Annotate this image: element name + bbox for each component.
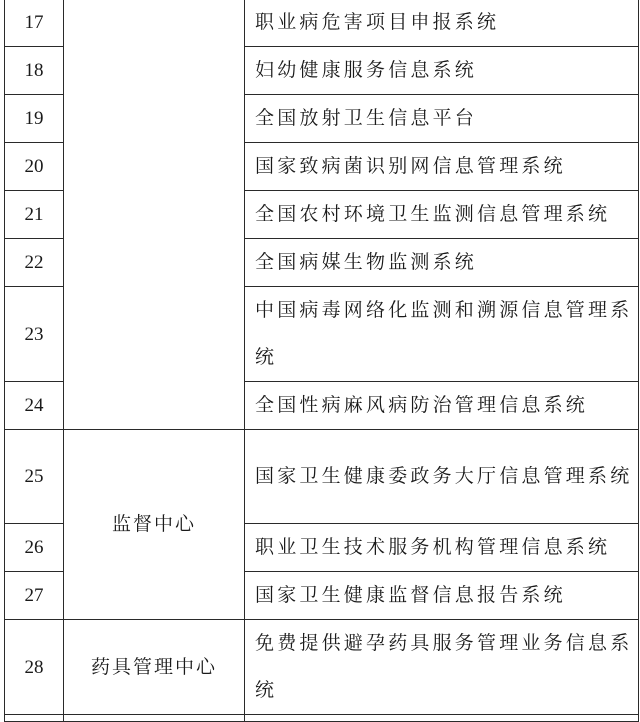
unit-cell-blank [64, 0, 245, 430]
system-name: 国家卫生健康委政务大厅信息管理系统 [245, 430, 639, 524]
system-name: 妇幼健康服务信息系统 [245, 47, 639, 95]
row-number: 21 [5, 191, 64, 239]
system-name: 国家致病菌识别网信息管理系统 [245, 143, 639, 191]
system-name: 全国性病麻风病防治管理信息系统 [245, 382, 639, 430]
row-number: 25 [5, 430, 64, 524]
system-name: 全国农村环境卫生监测信息管理系统 [245, 191, 639, 239]
system-name: 全国病媒生物监测系统 [245, 239, 639, 287]
table-row [5, 430, 639, 524]
row-number: 20 [5, 143, 64, 191]
table-row [5, 0, 639, 47]
unit-name-contraceptive: 药具管理中心 [64, 620, 245, 715]
system-name: 国家卫生健康监督信息报告系统 [245, 572, 639, 620]
row-number: 27 [5, 572, 64, 620]
systems-table [4, 0, 639, 722]
row-number: 26 [5, 524, 64, 572]
system-name: 全国放射卫生信息平台 [245, 95, 639, 143]
row-number: 19 [5, 95, 64, 143]
table-row [5, 620, 639, 715]
system-name: 职业病危害项目申报系统 [245, 0, 639, 47]
unit-name-supervision: 监督中心 [64, 430, 245, 620]
row-number: 22 [5, 239, 64, 287]
system-name: 职业卫生技术服务机构管理信息系统 [245, 524, 639, 572]
row-number: 23 [5, 287, 64, 382]
system-name: 免费提供避孕药具服务管理业务信息系统 [245, 620, 639, 715]
row-number: 18 [5, 47, 64, 95]
row-number: 17 [5, 0, 64, 47]
row-number: 24 [5, 382, 64, 430]
row-number: 28 [5, 620, 64, 715]
system-name: 中国病毒网络化监测和溯源信息管理系统 [245, 287, 639, 382]
